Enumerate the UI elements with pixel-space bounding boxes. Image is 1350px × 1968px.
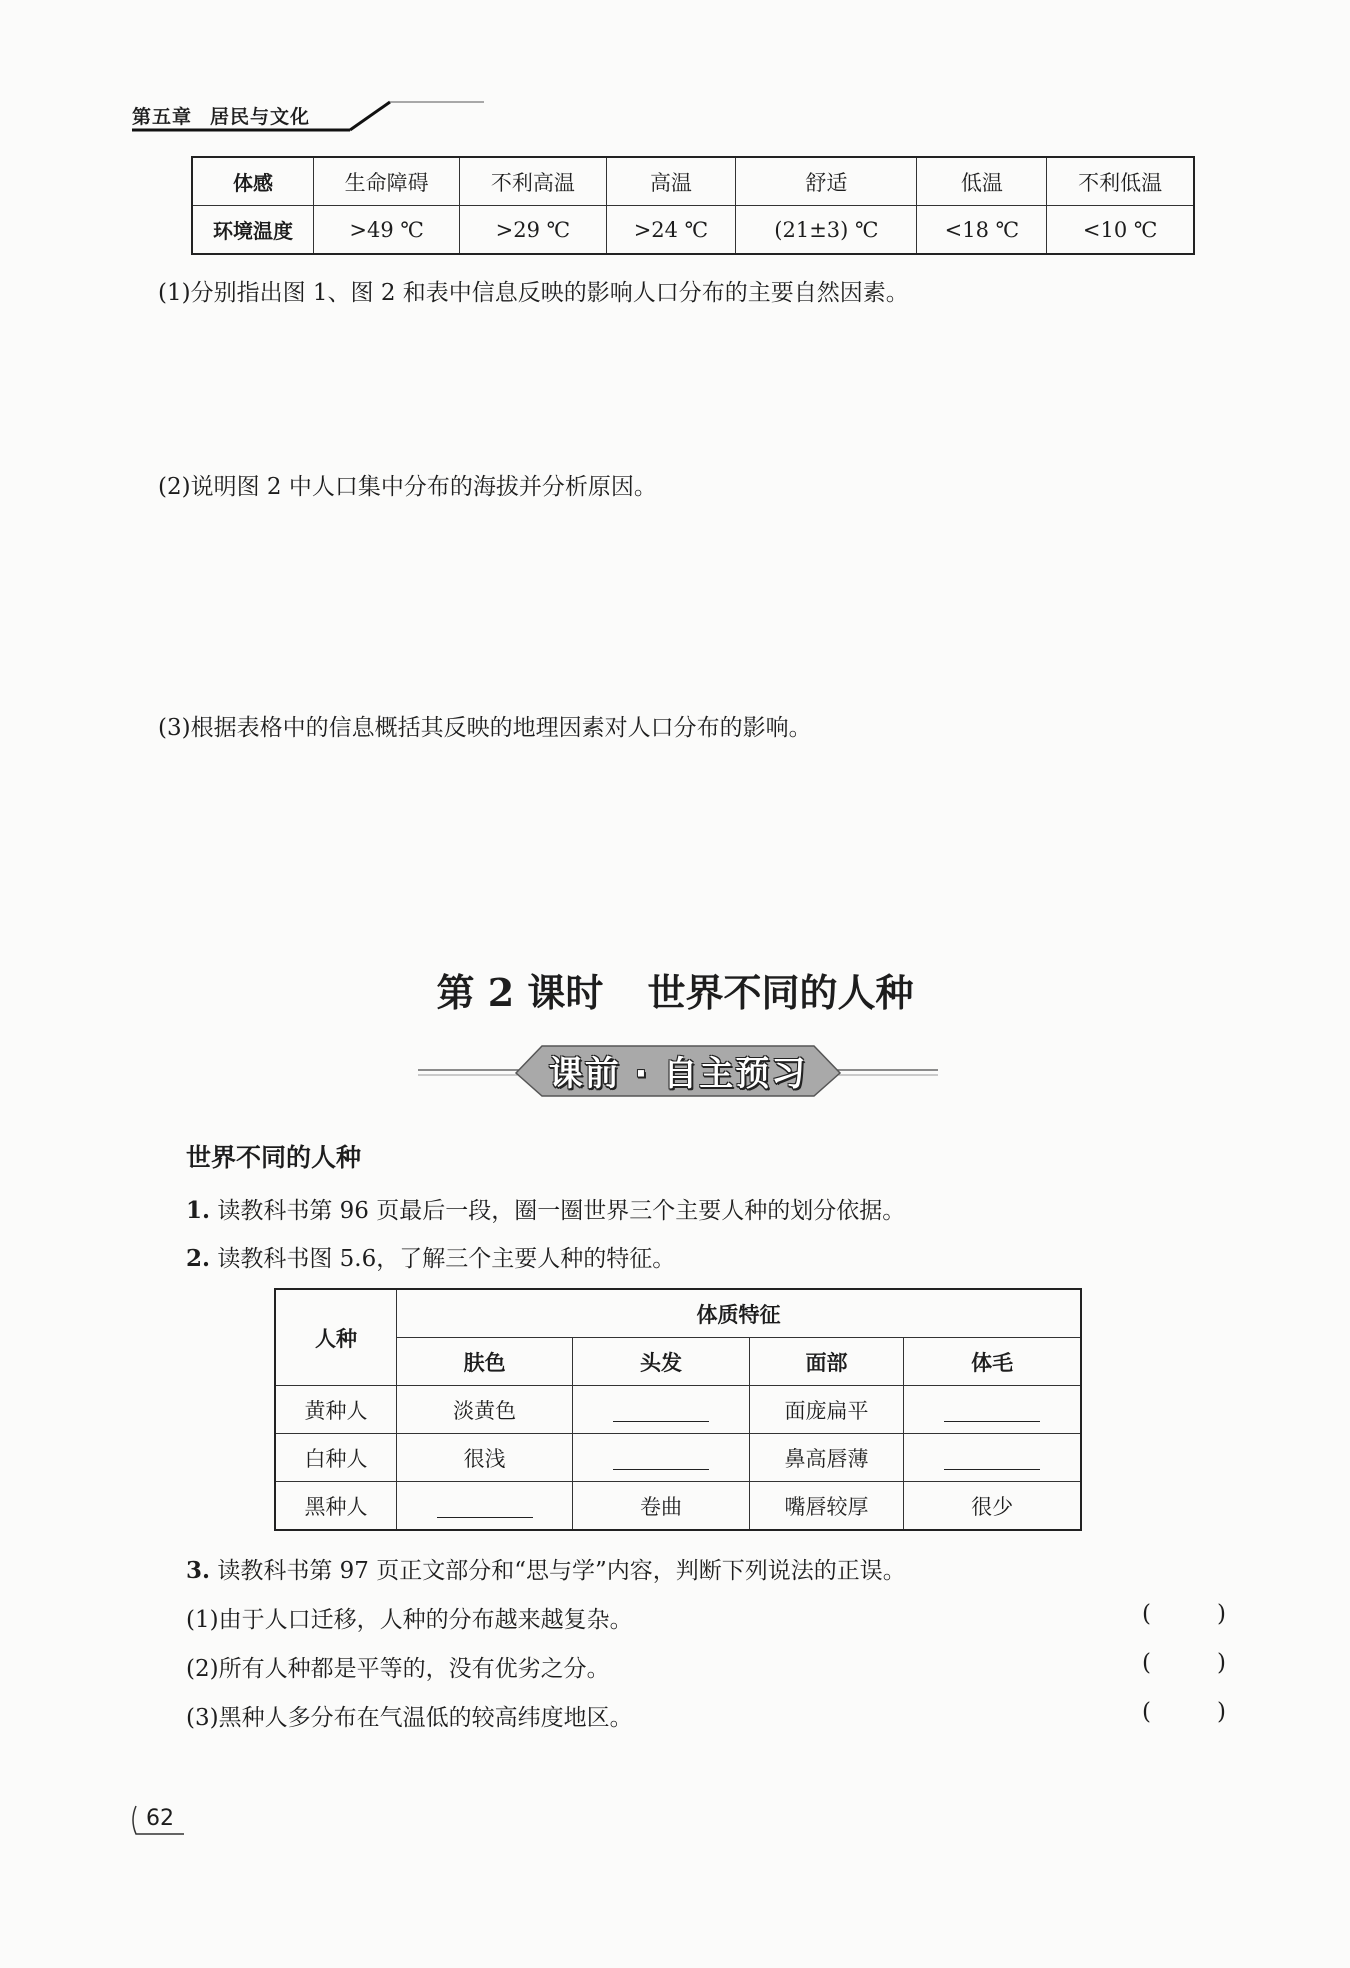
item-number: 2. [186,1245,211,1272]
table-cell: 舒适 [736,157,917,206]
item-number: 3. [186,1557,211,1584]
banner-text: 课前 · 自主预习 [548,1054,808,1094]
table-row [275,1338,1081,1386]
list-item [186,1192,905,1225]
table-row [192,206,1194,255]
table-cell: (21±3) ℃ [736,206,917,255]
judgement-statement: (2)所有人种都是平等的，没有优劣之分。 [186,1656,610,1682]
table-row [192,157,1194,206]
answer-blank[interactable] [613,1449,709,1470]
row-header: 环境温度 [192,206,314,255]
race-column-header: 人种 [275,1289,397,1386]
section-banner [418,1040,938,1100]
answer-blank[interactable] [613,1401,709,1422]
race-name: 黑种人 [275,1482,397,1531]
paren-close: ) [1217,1699,1226,1725]
traits-group-header: 体质特征 [397,1289,1082,1338]
lesson-title [0,962,1350,1017]
table-cell: >49 ℃ [314,206,460,255]
item-text: 读教科书图 5.6，了解三个主要人种的特征。 [217,1246,676,1272]
temperature-table [191,156,1195,255]
paren-close: ) [1217,1601,1226,1627]
race-name: 黄种人 [275,1386,397,1434]
answer-parentheses[interactable] [1142,1601,1226,1627]
section-subhead: 世界不同的人种 [186,1143,362,1172]
table-cell: 生命障碍 [314,157,460,206]
table-cell: <18 ℃ [917,206,1047,255]
table-cell: 面庞扁平 [749,1386,904,1434]
table-cell [573,1434,749,1482]
judgement-statement: (3)黑种人多分布在气温低的较高纬度地区。 [186,1705,633,1731]
paren-open: ( [1142,1650,1151,1676]
table-cell [904,1386,1081,1434]
item-text: 读教科书第 97 页正文部分和“思与学”内容，判断下列说法的正误。 [217,1558,906,1584]
question-3: (3)根据表格中的信息概括其反映的地理因素对人口分布的影响。 [158,715,812,741]
table-row [275,1386,1081,1434]
race-traits-table [274,1288,1082,1531]
chapter-header [132,102,310,129]
answer-parentheses[interactable] [1142,1650,1226,1676]
table-cell [397,1482,573,1531]
table-cell: 不利低温 [1047,157,1194,206]
table-cell: 高温 [606,157,736,206]
column-header: 面部 [749,1338,904,1386]
race-name: 白种人 [275,1434,397,1482]
table-cell [573,1386,749,1434]
page-number: 62 [146,1806,174,1831]
question-2: (2)说明图 2 中人口集中分布的海拔并分析原因。 [158,474,657,500]
column-header: 肤色 [397,1338,573,1386]
table-cell: 低温 [917,157,1047,206]
table-row [275,1289,1081,1338]
judgement-statement: (1)由于人口迁移，人种的分布越来越复杂。 [186,1607,633,1633]
list-item [186,1552,906,1585]
table-cell: 很浅 [397,1434,573,1482]
table-cell: 不利高温 [460,157,606,206]
table-row [275,1482,1081,1531]
row-header: 体感 [192,157,314,206]
answer-blank[interactable] [437,1497,533,1518]
list-item [186,1240,675,1273]
lesson-number: 第 2 课时 [436,970,604,1015]
table-cell: >29 ℃ [460,206,606,255]
table-row [275,1434,1081,1482]
table-cell: 淡黄色 [397,1386,573,1434]
column-header: 头发 [573,1338,749,1386]
answer-parentheses[interactable] [1142,1699,1226,1725]
table-cell: >24 ℃ [606,206,736,255]
answer-blank[interactable] [944,1401,1040,1422]
table-cell: 鼻高唇薄 [749,1434,904,1482]
column-header: 体毛 [904,1338,1081,1386]
table-cell: 很少 [904,1482,1081,1531]
table-cell [904,1434,1081,1482]
table-cell: 嘴唇较厚 [749,1482,904,1531]
paren-open: ( [1142,1699,1151,1725]
chapter-number: 第五章 [132,106,193,128]
item-number: 1. [186,1197,211,1224]
answer-blank[interactable] [944,1449,1040,1470]
table-cell: 卷曲 [573,1482,749,1531]
table-cell: <10 ℃ [1047,206,1194,255]
paren-close: ) [1217,1650,1226,1676]
lesson-name: 世界不同的人种 [647,970,914,1015]
paren-open: ( [1142,1601,1151,1627]
chapter-title: 居民与文化 [210,106,311,128]
question-1: (1)分别指出图 1、图 2 和表中信息反映的影响人口分布的主要自然因素。 [158,280,909,306]
item-text: 读教科书第 96 页最后一段，圈一圈世界三个主要人种的划分依据。 [217,1198,906,1224]
